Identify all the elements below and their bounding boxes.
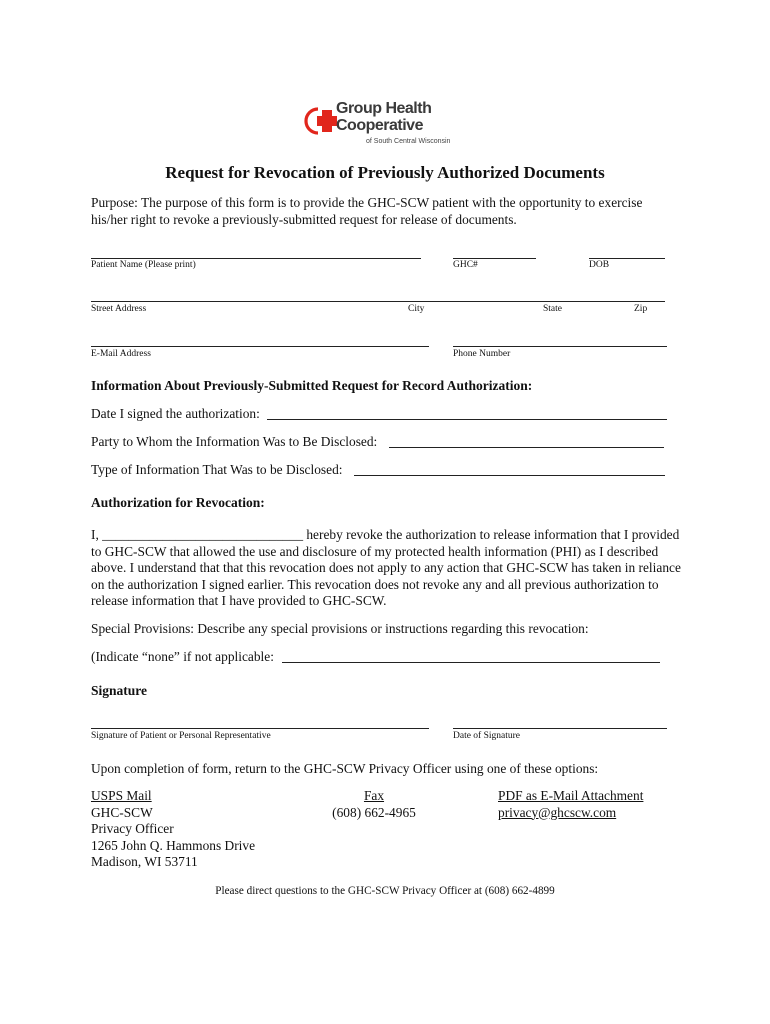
special-provisions-text: Special Provisions: Describe any special provisions or instructions regarding this revocation:: [91, 621, 589, 636]
patient-name-line[interactable]: [91, 258, 421, 259]
state-label: State: [543, 304, 562, 314]
dob-label: DOB: [589, 260, 610, 270]
special-provisions-line[interactable]: [282, 662, 660, 663]
email-attachment-heading: PDF as E-Mail Attachment: [498, 788, 644, 803]
party-line[interactable]: [389, 447, 664, 448]
party-label: Party to Whom the Information Was to Be Disclosed:: [91, 434, 378, 449]
date-of-signature-label: Date of Signature: [453, 731, 521, 741]
purpose-text: Purpose: The purpose of this form is to provide the GHC-SCW patient with the opportunity to exercise his/her right to revoke a previously-submitted request for release of documents.: [91, 195, 643, 227]
signature-line[interactable]: [91, 728, 429, 729]
return-instructions: Upon completion of form, return to the GHC-SCW Privacy Officer using one of these options:: [91, 761, 599, 776]
date-signed-label: Date I signed the authorization:: [91, 406, 260, 421]
mail-line-officer: Privacy Officer: [91, 821, 174, 836]
authorization-statement: I, ______________________________ hereby revoke the authorization to release information that I provided to GHC-SCW that allowed the use and disclosure of my protected health information (PHI) as I described above. I understand that that this revocation does not apply to any action that GHC-SCW has taken in reliance on the authorization I signed earlier. This revocation does not revoke any and all previous authorization to release information that I have provided to GHC-SCW.: [91, 527, 681, 608]
phone-label: Phone Number: [453, 349, 511, 359]
dob-line[interactable]: [589, 258, 665, 259]
address-line[interactable]: [91, 301, 665, 302]
email-option: [498, 788, 643, 821]
organization-logo: [303, 100, 473, 150]
info-section-heading: Information About Previously-Submitted Request for Record Authorization:: [91, 378, 533, 393]
street-label: Street Address: [91, 304, 147, 314]
ghc-label: GHC#: [453, 260, 478, 270]
fax-heading: Fax: [363, 788, 385, 803]
date-of-signature-line[interactable]: [453, 728, 667, 729]
privacy-email-link[interactable]: privacy@ghcscw.com: [498, 804, 617, 820]
date-signed-line[interactable]: [267, 419, 667, 420]
phone-line[interactable]: [453, 346, 667, 347]
mail-line-org: GHC-SCW: [91, 804, 153, 820]
red-cross-logo-icon: [303, 106, 337, 136]
logo-name-line1: Group Health: [336, 100, 432, 117]
zip-label: Zip: [634, 304, 648, 314]
type-line[interactable]: [354, 475, 665, 476]
logo-name-line2: Cooperative: [336, 117, 423, 134]
footer-note: Please direct questions to the GHC-SCW Privacy Officer at (608) 662-4899: [215, 885, 555, 897]
mail-option: [91, 788, 255, 871]
ghc-number-line[interactable]: [453, 258, 536, 259]
logo-tagline: of South Central Wisconsin: [366, 138, 451, 145]
indicate-none-label: (Indicate “none” if not applicable:: [91, 649, 274, 664]
fax-option: [314, 788, 434, 821]
mail-line-street: 1265 John Q. Hammons Drive: [91, 837, 256, 853]
city-label: City: [408, 304, 425, 314]
authorization-heading: Authorization for Revocation:: [91, 495, 265, 510]
mail-line-city: Madison, WI 53711: [91, 854, 198, 869]
fax-number: (608) 662-4965: [332, 804, 416, 820]
mail-heading: USPS Mail: [91, 788, 152, 803]
signature-heading: Signature: [91, 683, 148, 698]
patient-name-label: Patient Name (Please print): [91, 260, 196, 270]
page-title: Request for Revocation of Previously Authorized Documents: [165, 163, 605, 182]
email-label: E-Mail Address: [91, 349, 151, 359]
signature-label: Signature of Patient or Personal Representative: [91, 731, 271, 741]
type-label: Type of Information That Was to be Disclosed:: [91, 462, 343, 477]
email-line[interactable]: [91, 346, 429, 347]
